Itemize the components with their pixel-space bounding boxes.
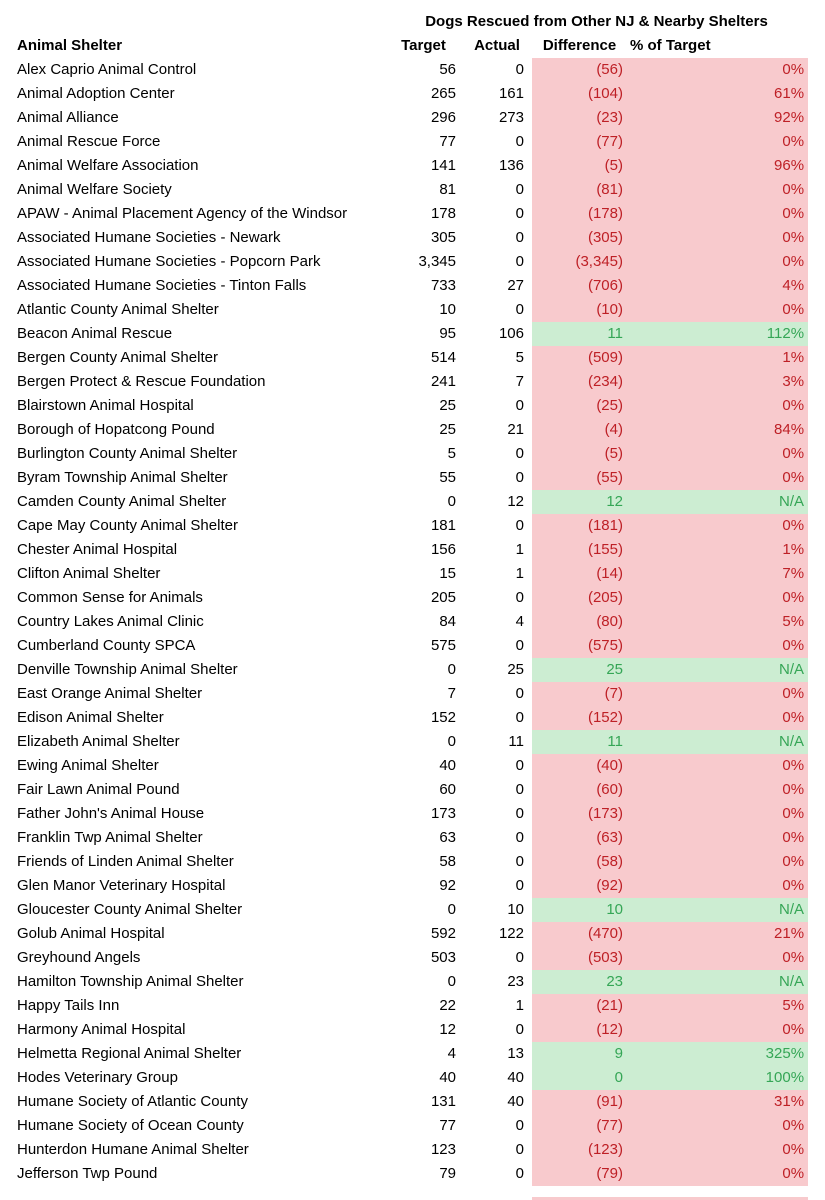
shelter-name: Cape May County Animal Shelter — [17, 517, 238, 534]
pct-of-target-value: 0% — [627, 826, 808, 850]
actual-value: 10 — [507, 901, 524, 918]
pct-of-target-value: 0% — [627, 754, 808, 778]
actual-value: 1 — [515, 997, 524, 1014]
difference-value: (81) — [532, 178, 627, 202]
table-row — [15, 946, 808, 970]
target-value: 575 — [430, 637, 456, 654]
difference-value: (5) — [532, 442, 627, 466]
shelter-name: Bergen County Animal Shelter — [17, 349, 218, 366]
shelter-name: Common Sense for Animals — [17, 589, 203, 606]
target-value: 131 — [430, 1093, 456, 1110]
shelter-name: Harmony Animal Hospital — [17, 1021, 186, 1038]
difference-value: (25) — [532, 394, 627, 418]
table-row — [15, 730, 808, 754]
table-row — [15, 1114, 808, 1138]
pct-of-target-value: 0% — [627, 634, 808, 658]
target-value: 12 — [439, 1021, 456, 1038]
difference-value: (173) — [532, 802, 627, 826]
actual-value: 0 — [515, 253, 524, 270]
actual-value: 7 — [515, 373, 524, 390]
shelter-name: East Orange Animal Shelter — [17, 685, 203, 702]
target-value: 15 — [439, 565, 456, 582]
pct-of-target-value: 5% — [627, 610, 808, 634]
actual-value: 1 — [515, 565, 524, 582]
target-value: 181 — [430, 517, 456, 534]
actual-value: 0 — [515, 397, 524, 414]
shelter-name: Animal Welfare Society — [17, 181, 172, 198]
pct-of-target-value: 0% — [627, 1138, 808, 1162]
actual-value: 11 — [508, 733, 524, 750]
table-row — [15, 226, 808, 250]
target-value: 77 — [439, 1117, 456, 1134]
title-spacer-cell — [15, 10, 385, 34]
pct-of-target-value: N/A — [627, 490, 808, 514]
target-value: 0 — [447, 973, 456, 990]
actual-value: 0 — [515, 517, 524, 534]
actual-value: 122 — [498, 925, 524, 942]
table-row — [15, 202, 808, 226]
column-header-shelter: Animal Shelter — [17, 37, 123, 54]
target-value: 514 — [430, 349, 456, 366]
actual-value: 136 — [498, 157, 524, 174]
target-value: 81 — [439, 181, 456, 198]
table-row — [15, 1090, 808, 1114]
difference-value: (10) — [532, 298, 627, 322]
difference-value: (55) — [532, 466, 627, 490]
actual-value: 0 — [515, 61, 524, 78]
pct-of-target-value: 112% — [627, 322, 808, 346]
table-row — [15, 850, 808, 874]
shelter-name: Camden County Animal Shelter — [17, 493, 227, 510]
difference-value: (3,345) — [532, 250, 627, 274]
table-row — [15, 922, 808, 946]
shelter-name: Jefferson Twp Pound — [17, 1165, 158, 1182]
actual-value: 0 — [515, 229, 524, 246]
actual-value: 0 — [515, 469, 524, 486]
difference-value: (178) — [532, 202, 627, 226]
table-row — [15, 1066, 808, 1090]
actual-value: 0 — [515, 1117, 524, 1134]
difference-value: (104) — [532, 82, 627, 106]
shelter-name: Associated Humane Societies - Popcorn Park — [17, 253, 321, 270]
actual-value: 0 — [515, 637, 524, 654]
pct-of-target-value: 0% — [627, 946, 808, 970]
actual-value: 0 — [515, 1021, 524, 1038]
pct-of-target-value: 0% — [627, 58, 808, 82]
actual-value: 0 — [515, 445, 524, 462]
target-value: 178 — [430, 205, 456, 222]
difference-value: (5) — [532, 154, 627, 178]
actual-value: 4 — [515, 613, 524, 630]
difference-value: (23) — [532, 106, 627, 130]
difference-value: (234) — [532, 370, 627, 394]
table-row — [15, 1042, 808, 1066]
target-value: 0 — [447, 901, 456, 918]
target-value: 55 — [439, 469, 456, 486]
actual-value: 0 — [515, 709, 524, 726]
shelter-name: Ewing Animal Shelter — [17, 757, 159, 774]
shelter-name: Atlantic County Animal Shelter — [17, 301, 219, 318]
shelter-name: Animal Rescue Force — [17, 133, 161, 150]
column-header-pct-of-target: % of Target — [630, 37, 711, 54]
actual-value: 161 — [498, 85, 524, 102]
table-row — [15, 778, 808, 802]
dogs-rescued-table — [15, 10, 808, 1186]
table-body — [15, 58, 808, 1186]
difference-value: (92) — [532, 874, 627, 898]
pct-of-target-value: 84% — [627, 418, 808, 442]
shelter-name: Humane Society of Atlantic County — [17, 1093, 248, 1110]
difference-value: (56) — [532, 58, 627, 82]
difference-value: (123) — [532, 1138, 627, 1162]
shelter-name: Animal Adoption Center — [17, 85, 175, 102]
shelter-name: Bergen Protect & Rescue Foundation — [17, 373, 266, 390]
pct-of-target-value: 92% — [627, 106, 808, 130]
difference-value: 0 — [532, 1066, 627, 1090]
table-row — [15, 826, 808, 850]
actual-value: 0 — [515, 853, 524, 870]
shelter-name: Byram Township Animal Shelter — [17, 469, 228, 486]
pct-of-target-value: 1% — [627, 538, 808, 562]
pct-of-target-value: 7% — [627, 562, 808, 586]
pct-of-target-value: 0% — [627, 1114, 808, 1138]
column-header-difference: Difference — [542, 37, 617, 54]
target-value: 152 — [430, 709, 456, 726]
shelter-name: Gloucester County Animal Shelter — [17, 901, 243, 918]
target-value: 173 — [430, 805, 456, 822]
actual-value: 0 — [515, 877, 524, 894]
table-row — [15, 154, 808, 178]
actual-value: 0 — [515, 949, 524, 966]
shelter-name: Burlington County Animal Shelter — [17, 445, 238, 462]
shelter-name: Blairstown Animal Hospital — [17, 397, 194, 414]
shelter-name: Hodes Veterinary Group — [17, 1069, 178, 1086]
table-row — [15, 706, 808, 730]
difference-value: (509) — [532, 346, 627, 370]
shelter-name: APAW - Animal Placement Agency of the Windsor — [17, 205, 348, 222]
difference-value: (77) — [532, 130, 627, 154]
shelter-name: Associated Humane Societies - Newark — [17, 229, 281, 246]
actual-value: 23 — [507, 973, 524, 990]
pct-of-target-value: 0% — [627, 850, 808, 874]
target-value: 25 — [439, 421, 456, 438]
actual-value: 0 — [515, 589, 524, 606]
shelter-name: Edison Animal Shelter — [17, 709, 164, 726]
pct-of-target-value: N/A — [627, 658, 808, 682]
difference-value: (205) — [532, 586, 627, 610]
actual-value: 0 — [515, 1141, 524, 1158]
pct-of-target-value: 0% — [627, 586, 808, 610]
pct-of-target-value: 1% — [627, 346, 808, 370]
difference-value: (40) — [532, 754, 627, 778]
target-value: 92 — [439, 877, 456, 894]
pct-of-target-value: 0% — [627, 706, 808, 730]
difference-value: (7) — [532, 682, 627, 706]
target-value: 733 — [430, 277, 456, 294]
actual-value: 0 — [515, 1165, 524, 1182]
pct-of-target-value: 0% — [627, 178, 808, 202]
pct-of-target-value: 325% — [627, 1042, 808, 1066]
target-value: 40 — [439, 757, 456, 774]
table-row — [15, 1018, 808, 1042]
table-row — [15, 610, 808, 634]
shelter-name: Denville Township Animal Shelter — [17, 661, 238, 678]
shelter-name: Animal Welfare Association — [17, 157, 199, 174]
table-title-row — [15, 10, 808, 34]
table-row — [15, 802, 808, 826]
actual-value: 21 — [507, 421, 524, 438]
shelter-name: Borough of Hopatcong Pound — [17, 421, 215, 438]
actual-value: 40 — [507, 1069, 524, 1086]
shelter-name: Glen Manor Veterinary Hospital — [17, 877, 226, 894]
shelter-name: Franklin Twp Animal Shelter — [17, 829, 203, 846]
pct-of-target-value: 0% — [627, 682, 808, 706]
shelter-name: Friends of Linden Animal Shelter — [17, 853, 234, 870]
target-value: 241 — [430, 373, 456, 390]
shelter-name: Cumberland County SPCA — [17, 637, 196, 654]
difference-value: 12 — [532, 490, 627, 514]
table-row — [15, 298, 808, 322]
difference-value: (305) — [532, 226, 627, 250]
difference-value: 10 — [532, 898, 627, 922]
difference-value: (12) — [532, 1018, 627, 1042]
shelter-name: Greyhound Angels — [17, 949, 141, 966]
target-value: 5 — [447, 445, 456, 462]
table-row — [15, 394, 808, 418]
actual-value: 0 — [515, 757, 524, 774]
target-value: 10 — [439, 301, 456, 318]
table-row — [15, 970, 808, 994]
shelter-name: Hunterdon Humane Animal Shelter — [17, 1141, 249, 1158]
difference-value: 11 — [532, 730, 627, 754]
actual-value: 1 — [515, 541, 524, 558]
pct-of-target-value: 3% — [627, 370, 808, 394]
actual-value: 40 — [507, 1093, 524, 1110]
table-row — [15, 514, 808, 538]
table-row — [15, 538, 808, 562]
difference-value: 9 — [532, 1042, 627, 1066]
shelter-name: Fair Lawn Animal Pound — [17, 781, 180, 798]
shelter-name: Animal Alliance — [17, 109, 119, 126]
target-value: 156 — [430, 541, 456, 558]
actual-value: 25 — [507, 661, 524, 678]
table-row — [15, 250, 808, 274]
pct-of-target-value: 0% — [627, 394, 808, 418]
pct-of-target-value: 5% — [627, 994, 808, 1018]
shelter-name: Beacon Animal Rescue — [17, 325, 173, 342]
actual-value: 0 — [515, 181, 524, 198]
shelter-name: Golub Animal Hospital — [17, 925, 165, 942]
pct-of-target-value: 0% — [627, 250, 808, 274]
difference-value: (14) — [532, 562, 627, 586]
target-value: 265 — [430, 85, 456, 102]
shelter-name: Humane Society of Ocean County — [17, 1117, 244, 1134]
target-value: 60 — [439, 781, 456, 798]
table-row — [15, 874, 808, 898]
difference-value: (155) — [532, 538, 627, 562]
pct-of-target-value: 31% — [627, 1090, 808, 1114]
actual-value: 0 — [515, 133, 524, 150]
difference-value: (21) — [532, 994, 627, 1018]
column-header-target: Target — [401, 37, 446, 54]
target-value: 0 — [447, 661, 456, 678]
target-value: 79 — [439, 1165, 456, 1182]
pct-of-target-value: 0% — [627, 466, 808, 490]
table-row — [15, 130, 808, 154]
table-row — [15, 418, 808, 442]
difference-value: (91) — [532, 1090, 627, 1114]
pct-of-target-value: 0% — [627, 802, 808, 826]
pct-of-target-value: N/A — [627, 730, 808, 754]
table-row — [15, 490, 808, 514]
target-value: 4 — [447, 1045, 456, 1062]
pct-of-target-value: 0% — [627, 1018, 808, 1042]
difference-value: (79) — [532, 1162, 627, 1186]
pct-of-target-value: 0% — [627, 1162, 808, 1186]
shelter-name: Country Lakes Animal Clinic — [17, 613, 204, 630]
shelter-name: Chester Animal Hospital — [17, 541, 178, 558]
table-row — [15, 562, 808, 586]
shelter-name: Clifton Animal Shelter — [17, 565, 161, 582]
target-value: 0 — [447, 493, 456, 510]
pct-of-target-value: N/A — [627, 898, 808, 922]
table-row — [15, 634, 808, 658]
difference-value: 23 — [532, 970, 627, 994]
target-value: 3,345 — [418, 253, 456, 270]
pct-of-target-value: 100% — [627, 1066, 808, 1090]
target-value: 95 — [439, 325, 456, 342]
pct-of-target-value: 0% — [627, 514, 808, 538]
actual-value: 0 — [515, 205, 524, 222]
shelter-name: Happy Tails Inn — [17, 997, 120, 1014]
target-value: 7 — [447, 685, 456, 702]
target-value: 40 — [439, 1069, 456, 1086]
target-value: 0 — [447, 733, 456, 750]
shelter-name: Hamilton Township Animal Shelter — [17, 973, 244, 990]
table-row — [15, 274, 808, 298]
target-value: 305 — [430, 229, 456, 246]
target-value: 58 — [439, 853, 456, 870]
table-row — [15, 58, 808, 82]
shelter-name: Associated Humane Societies - Tinton Falls — [17, 277, 307, 294]
difference-value: (58) — [532, 850, 627, 874]
shelter-name: Father John's Animal House — [17, 805, 205, 822]
actual-value: 13 — [507, 1045, 524, 1062]
column-header-row — [15, 34, 808, 58]
actual-value: 273 — [498, 109, 524, 126]
actual-value: 0 — [515, 805, 524, 822]
pct-of-target-value: 0% — [627, 202, 808, 226]
pct-of-target-value: 4% — [627, 274, 808, 298]
target-value: 503 — [430, 949, 456, 966]
shelter-name: Helmetta Regional Animal Shelter — [17, 1045, 242, 1062]
difference-value: (60) — [532, 778, 627, 802]
actual-value: 12 — [507, 493, 524, 510]
table-title: Dogs Rescued from Other NJ & Nearby Shelters — [425, 13, 768, 30]
table-row — [15, 994, 808, 1018]
difference-value: (77) — [532, 1114, 627, 1138]
table-row — [15, 658, 808, 682]
target-value: 205 — [430, 589, 456, 606]
pct-of-target-value: 0% — [627, 298, 808, 322]
pct-of-target-value: 21% — [627, 922, 808, 946]
table-row — [15, 1162, 808, 1186]
difference-value: (470) — [532, 922, 627, 946]
difference-value: 11 — [532, 322, 627, 346]
difference-value: (706) — [532, 274, 627, 298]
pct-of-target-value: 0% — [627, 778, 808, 802]
pct-of-target-value: 0% — [627, 874, 808, 898]
target-value: 84 — [439, 613, 456, 630]
target-value: 141 — [430, 157, 456, 174]
table-row — [15, 466, 808, 490]
pct-of-target-value: 0% — [627, 226, 808, 250]
actual-value: 0 — [515, 781, 524, 798]
difference-value: (575) — [532, 634, 627, 658]
actual-value: 0 — [515, 301, 524, 318]
target-value: 56 — [439, 61, 456, 78]
actual-value: 5 — [515, 349, 524, 366]
actual-value: 106 — [498, 325, 524, 342]
table-row — [15, 1138, 808, 1162]
target-value: 25 — [439, 397, 456, 414]
target-value: 22 — [439, 997, 456, 1014]
difference-value: (181) — [532, 514, 627, 538]
table-row — [15, 586, 808, 610]
table-row — [15, 82, 808, 106]
target-value: 77 — [439, 133, 456, 150]
target-value: 296 — [430, 109, 456, 126]
target-value: 592 — [430, 925, 456, 942]
table-row — [15, 322, 808, 346]
table-row — [15, 442, 808, 466]
target-value: 123 — [430, 1141, 456, 1158]
table-row — [15, 106, 808, 130]
difference-value: (80) — [532, 610, 627, 634]
shelter-name: Elizabeth Animal Shelter — [17, 733, 180, 750]
pct-of-target-value: N/A — [627, 970, 808, 994]
table-row — [15, 898, 808, 922]
shelter-name: Alex Caprio Animal Control — [17, 61, 197, 78]
difference-value: (4) — [532, 418, 627, 442]
table-row — [15, 682, 808, 706]
pct-of-target-value: 0% — [627, 442, 808, 466]
actual-value: 0 — [515, 829, 524, 846]
difference-value: (63) — [532, 826, 627, 850]
column-header-actual: Actual — [474, 37, 520, 54]
difference-value: 25 — [532, 658, 627, 682]
table-row — [15, 346, 808, 370]
table-row — [15, 754, 808, 778]
pct-of-target-value: 96% — [627, 154, 808, 178]
target-value: 63 — [439, 829, 456, 846]
table-row — [15, 178, 808, 202]
actual-value: 27 — [507, 277, 524, 294]
table-row — [15, 370, 808, 394]
actual-value: 0 — [515, 685, 524, 702]
difference-value: (503) — [532, 946, 627, 970]
pct-of-target-value: 0% — [627, 130, 808, 154]
pct-of-target-value: 61% — [627, 82, 808, 106]
difference-value: (152) — [532, 706, 627, 730]
